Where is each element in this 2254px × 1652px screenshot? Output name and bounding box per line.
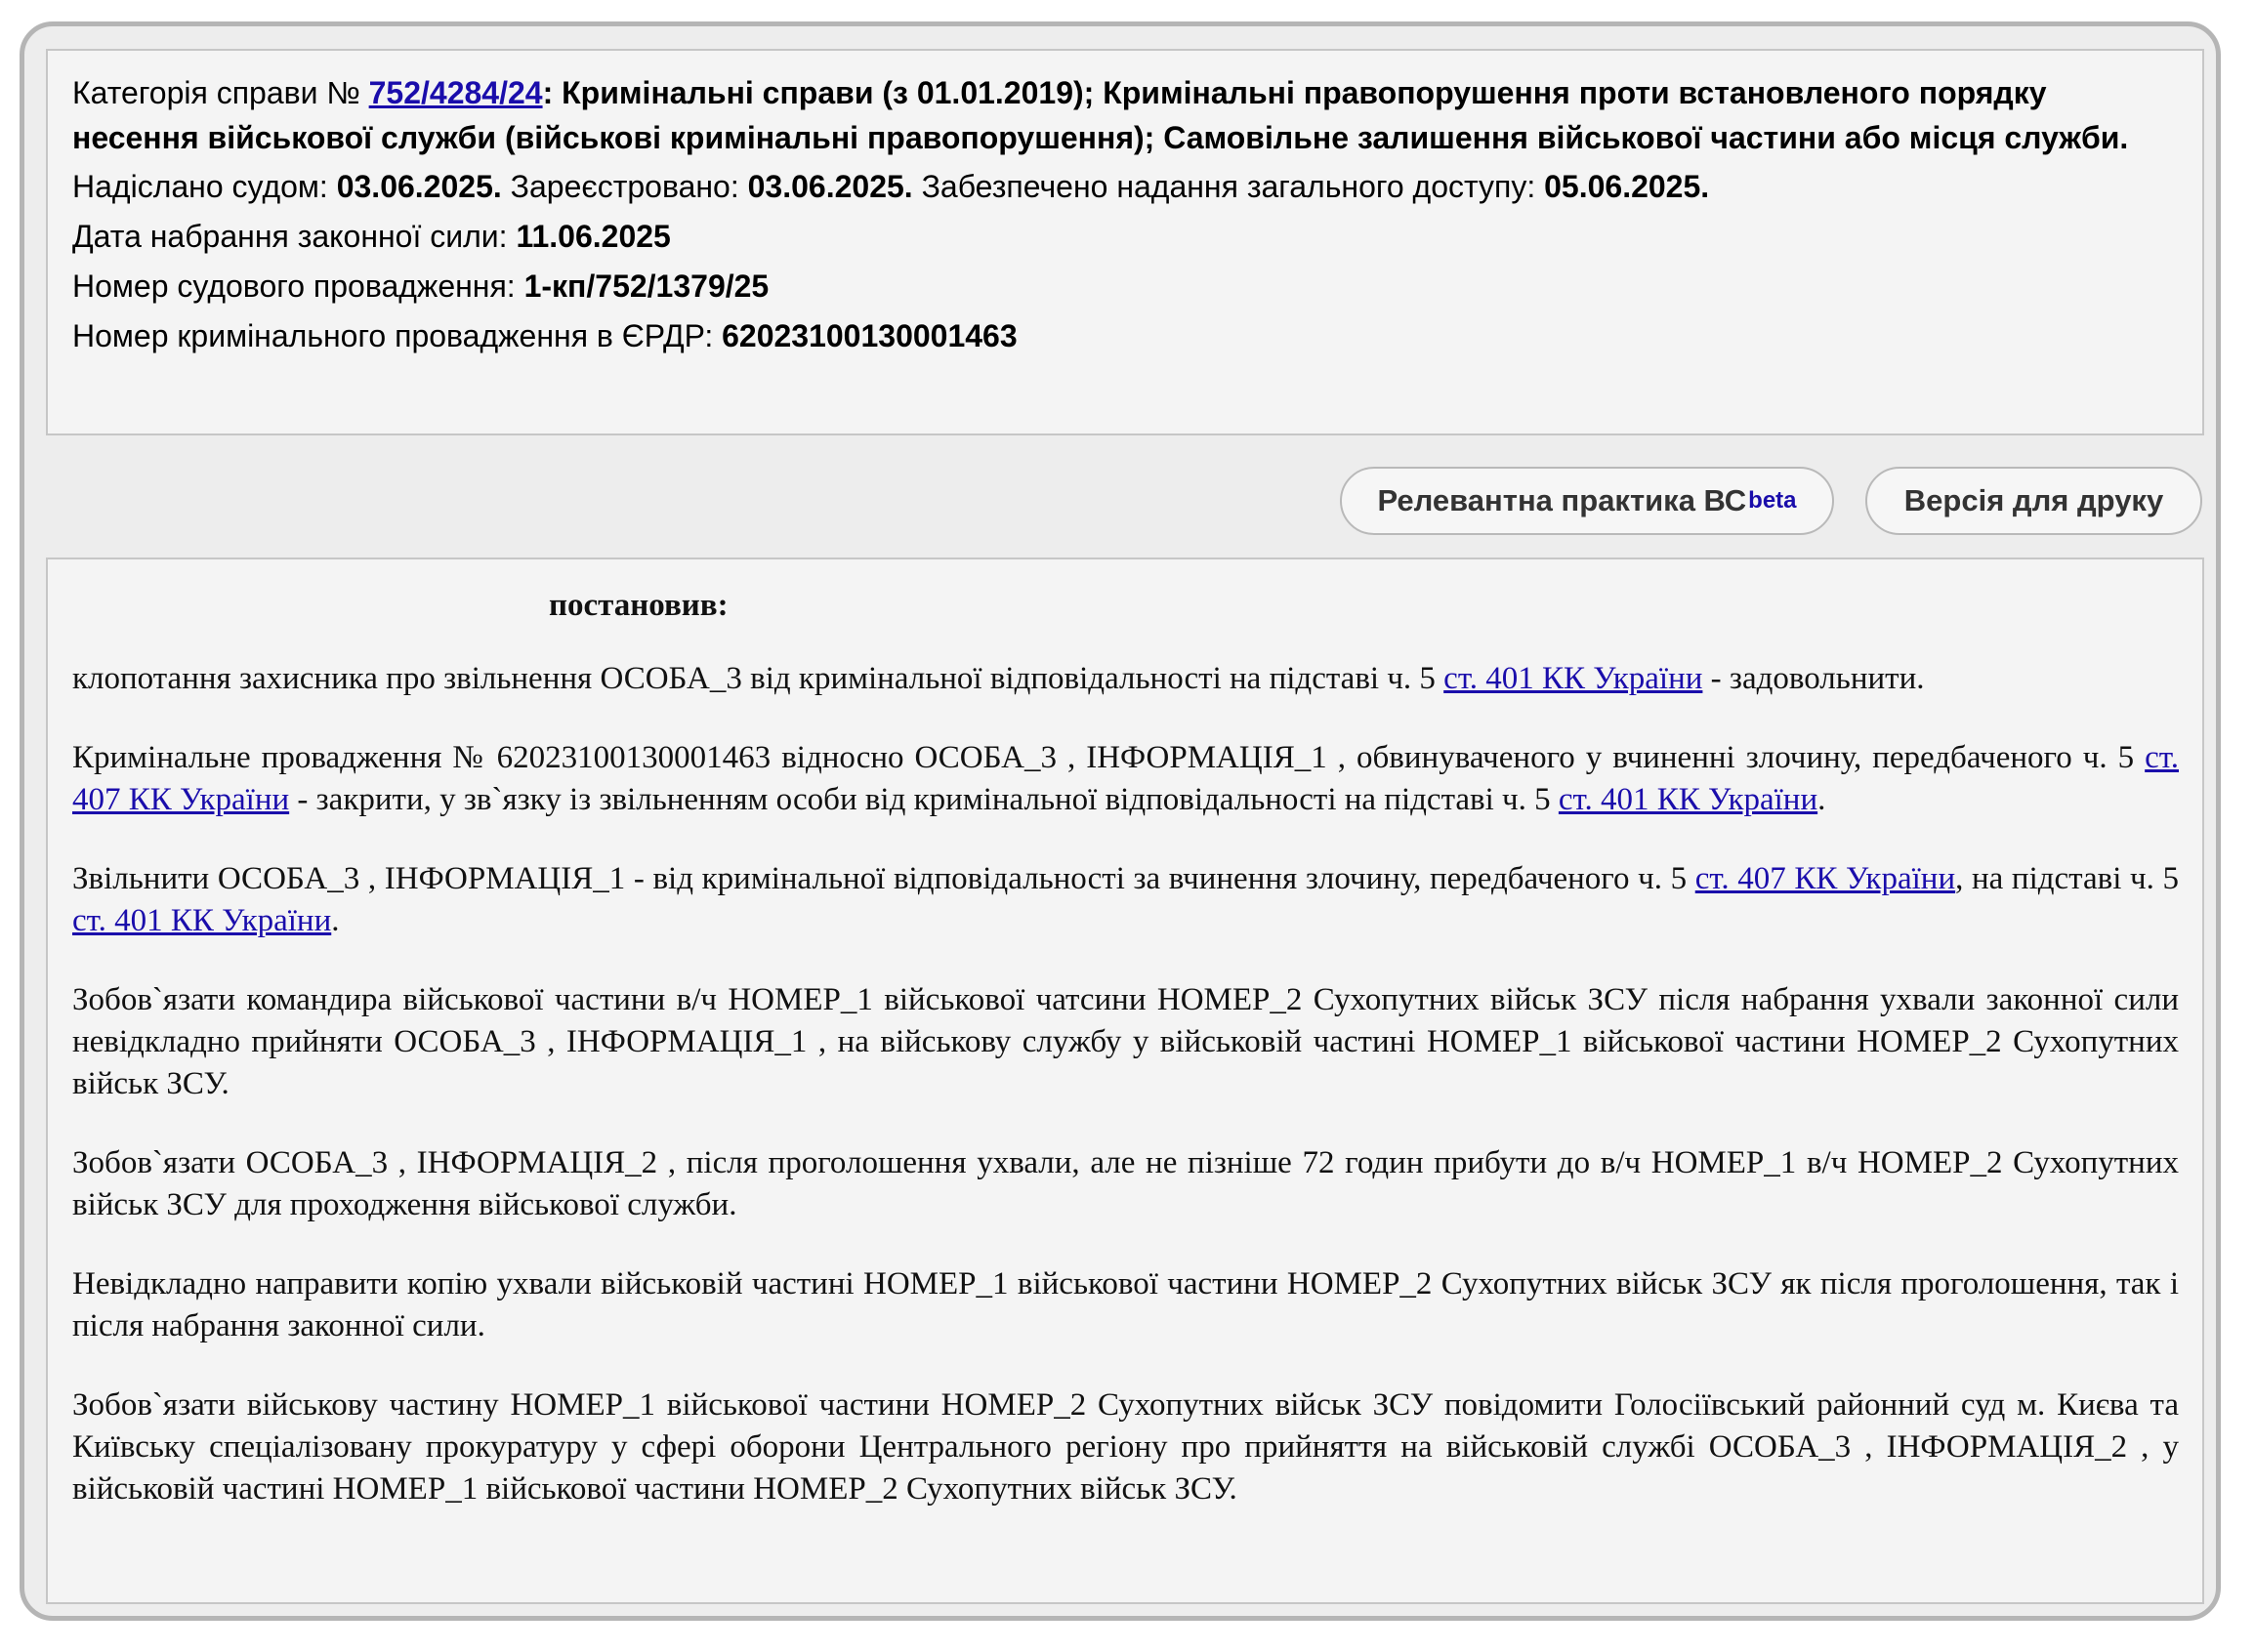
erdr-number [72, 313, 2179, 359]
case-category [72, 70, 2179, 160]
court-proc-value: 1-кп/752/1379/25 [523, 268, 770, 304]
category-text: : Кримінальні справи (з 01.01.2019); Кримінальні правопорушення проти встановленого порядку несення військової служби (військові кримінальні правопорушення); Самовільне залишення військової частини або місця служби. [72, 75, 2129, 155]
legal-force-date [72, 214, 2179, 260]
force-value: 11.06.2025 [516, 219, 671, 254]
sent-date: 03.06.2025. [336, 169, 502, 204]
p3-text-b: , на підставі ч. 5 [1955, 861, 2180, 896]
p3-text-a: Звільнити ОСОБА_3 , ІНФОРМАЦІЯ_1 - від кримінальної відповідальності за вчинення злочину, передбаченого ч. 5 [72, 861, 1695, 896]
p2-text-a: Кримінальне провадження № 62023100130001463 відносно ОСОБА_3 , ІНФОРМАЦІЯ_1 , обвинуваченого у вчиненні злочину, передбаченого ч. 5 [72, 740, 2146, 775]
p1-text-a: клопотання захисника про звільнення ОСОБА_3 від кримінальної відповідальності на підставі ч. 5 [72, 661, 1444, 696]
law-link-art401[interactable]: ст. 401 КК України [1443, 661, 1703, 696]
doc-paragraph-6: Невідкладно направити копію ухвали військовій частині НОМЕР_1 військової частини НОМЕР_2 Сухопутних військ ЗСУ як після проголошення, так і після набрання законної сили. [72, 1266, 2179, 1343]
p2-text-c: . [1817, 782, 1826, 817]
doc-paragraph-5: Зобов`язати ОСОБА_3 , ІНФОРМАЦІЯ_2 , після проголошення ухвали, але не пізніше 72 годин прибути до в/ч НОМЕР_1 в/ч НОМЕР_2 Сухопутних військ ЗСУ для проходження військової служби. [72, 1145, 2179, 1222]
case-info-panel [46, 49, 2204, 435]
category-prefix: Категорія справи № [72, 75, 369, 110]
access-date: 05.06.2025. [1544, 169, 1710, 204]
beta-badge: beta [1748, 487, 1797, 514]
doc-paragraph-3 [72, 858, 2179, 942]
law-link-art401[interactable]: ст. 401 КК України [1558, 782, 1818, 817]
p3-text-c: . [331, 903, 340, 938]
case-dates [72, 164, 2179, 210]
doc-paragraph-1 [72, 658, 2179, 700]
sent-label: Надіслано судом: [72, 169, 337, 204]
force-label: Дата набрання законної сили: [72, 219, 517, 254]
erdr-value: 62023100130001463 [722, 318, 1018, 353]
resolution-heading: постановив: [549, 588, 729, 623]
law-link-art407[interactable]: ст. 407 КК України [1694, 861, 1956, 896]
registered-label: Зареєстровано: [501, 169, 748, 204]
court-proceeding-number [72, 264, 2179, 310]
access-label: Забезпечено надання загального доступу: [912, 169, 1545, 204]
law-link-art401[interactable]: ст. 401 КК України [72, 903, 332, 938]
relevant-practice-button[interactable] [1340, 467, 1834, 535]
doc-paragraph-4: Зобов`язати командира військової частини в/ч НОМЕР_1 військової чатсини НОМЕР_2 Сухопутних військ ЗСУ після набрання ухвали законної сили невідкладно прийняти ОСОБА_3 , ІНФОРМАЦІЯ_1 , на військову службу у військовій частині НОМЕР_1 військової частини НОМЕР_2 Сухопутних військ ЗСУ. [72, 982, 2179, 1101]
case-number-link[interactable]: 752/4284/24 [368, 75, 543, 110]
p2-text-b: - закрити, у зв`язку із звільненням особи від кримінальної відповідальності на підставі ч. 5 [289, 782, 1559, 817]
doc-paragraph-2 [72, 737, 2179, 821]
relevant-practice-label: Релевантна практика ВС [1377, 483, 1747, 517]
print-version-label: Версія для друку [1903, 483, 2164, 517]
print-version-button[interactable] [1865, 467, 2202, 535]
document-text-panel [46, 558, 2204, 1604]
doc-paragraph-7: Зобов`язати військову частину НОМЕР_1 військової частини НОМЕР_2 Сухопутних військ ЗСУ повідомити Голосіївський районний суд м. Києва та Київську спеціалізовану прокуратуру у сфері оборони Центрального регіону про прийняття на військовій службі ОСОБА_3 , ІНФОРМАЦІЯ_2 , у військовій частині НОМЕР_1 військової частини НОМЕР_2 Сухопутних військ ЗСУ. [72, 1387, 2179, 1507]
court-proc-label: Номер судового провадження: [72, 268, 524, 304]
law-link-art407[interactable]: ст. 407 КК України [72, 740, 2179, 817]
p1-text-b: - задовольнити. [1702, 661, 1925, 696]
erdr-label: Номер кримінального провадження в ЄРДР: [72, 318, 723, 353]
registered-date: 03.06.2025. [747, 169, 913, 204]
